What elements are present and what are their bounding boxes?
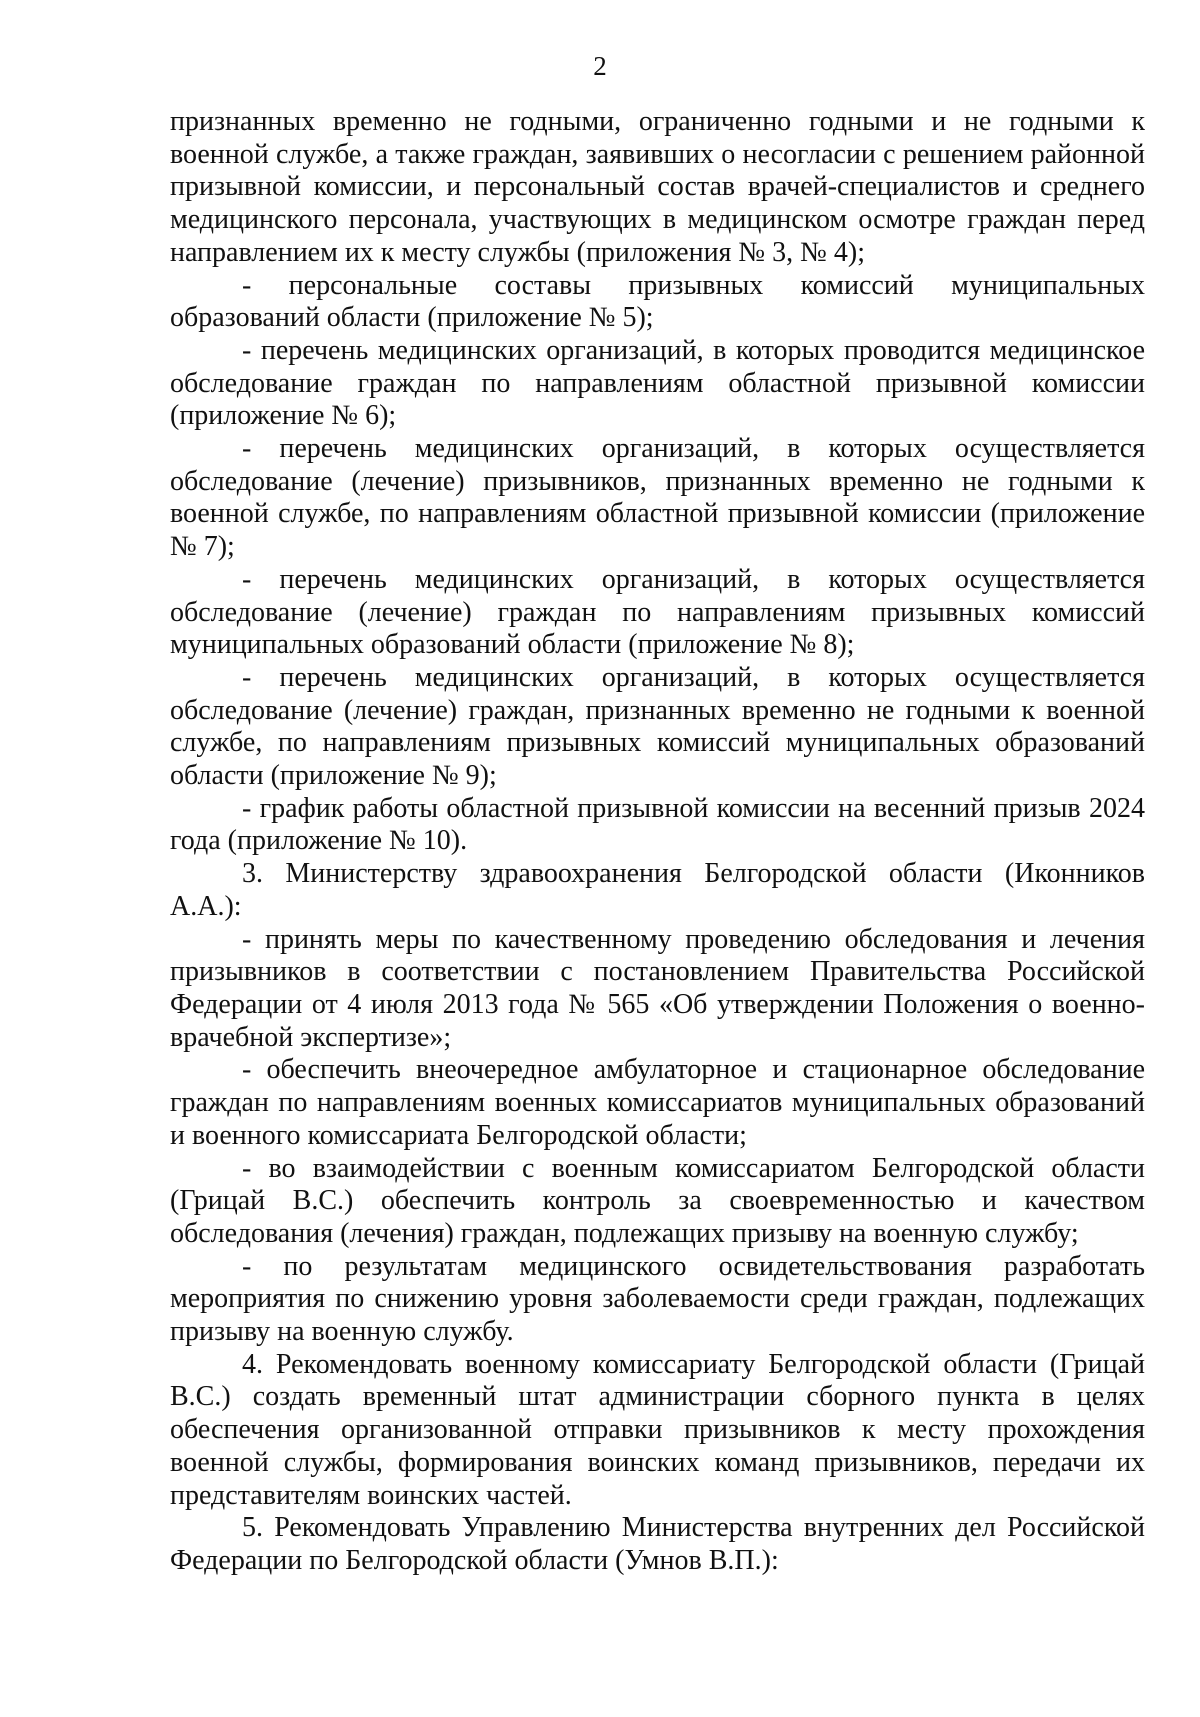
- list-item-medical-orgs-appendix-9: - перечень медицинских организаций, в которых осуществляется обследование (лечение) граждан, признанных временно не годными к военной службе, по направлениям призывных комиссий муниципальных образований области (приложение № 9);: [170, 661, 1145, 792]
- list-item-personnel-compositions: - персональные составы призывных комиссий муниципальных образований области (приложение № 5);: [170, 269, 1145, 334]
- clause-3-heading: 3. Министерству здравоохранения Белгородской области (Иконников А.А.):: [170, 858, 1145, 922]
- document-body: [170, 106, 1145, 1578]
- clause-5: 5. Рекомендовать Управлению Министерства внутренних дел Российской Федерации по Белгородской области (Умнов В.П.):: [170, 1512, 1145, 1576]
- list-item-medical-orgs-appendix-8: - перечень медицинских организаций, в которых осуществляется обследование (лечение) граждан по направлениям призывных комиссий муниципальных образований области (приложение № 8);: [170, 563, 1145, 661]
- page-number: 2: [593, 51, 607, 81]
- list-item-schedule-appendix-10: - график работы областной призывной комиссии на весенний призыв 2024 года (приложение № 10).: [170, 792, 1145, 857]
- clause-4: 4. Рекомендовать военному комиссариату Белгородской области (Грицай В.С.) создать временный штат администрации сборного пункта в целях обеспечения организованной отправки призывников к месту прохождения военной службы, формирования воинских команд призывников, передачи их представителям воинских частей.: [170, 1348, 1145, 1511]
- clause-3-item-examination: - обеспечить внеочередное амбулаторное и стационарное обследование граждан по направлениям военных комиссариатов муниципальных образований и военного комиссариата Белгородской области;: [170, 1054, 1145, 1151]
- paragraph-continuation: признанных временно не годными, ограниченно годными и не годными к военной службе, а также граждан, заявивших о несогласии с решением районной призывной комиссии, и персональный состав врачей-специалистов и среднего медицинского персонала, участвующих в медицинском осмотре граждан перед направлением их к месту службы (приложения № 3, № 4);: [170, 106, 1145, 268]
- list-item-medical-orgs-appendix-6: - перечень медицинских организаций, в которых проводится медицинское обследование граждан по направлениям областной призывной комиссии (приложение № 6);: [170, 334, 1145, 432]
- clause-3-item-measures: - принять меры по качественному проведению обследования и лечения призывников в соответствии с постановлением Правительства Российской Федерации от 4 июля 2013 года № 565 «Об утверждении Положения о военно-врачебной экспертизе»;: [170, 923, 1145, 1053]
- clause-3-item-measures-morbidity: - по результатам медицинского освидетельствования разработать мероприятия по снижению уровня заболеваемости среди граждан, подлежащих призыву на военную службу.: [170, 1250, 1145, 1348]
- clause-3-item-control: - во взаимодействии с военным комиссариатом Белгородской области (Грицай В.С.) обеспечить контроль за своевременностью и качеством обследования (лечения) граждан, подлежащих призыву на военную службу;: [170, 1152, 1145, 1249]
- list-item-medical-orgs-appendix-7: - перечень медицинских организаций, в которых осуществляется обследование (лечение) призывников, признанных временно не годными к военной службе, по направлениям областной призывной комиссии (приложение № 7);: [170, 433, 1145, 563]
